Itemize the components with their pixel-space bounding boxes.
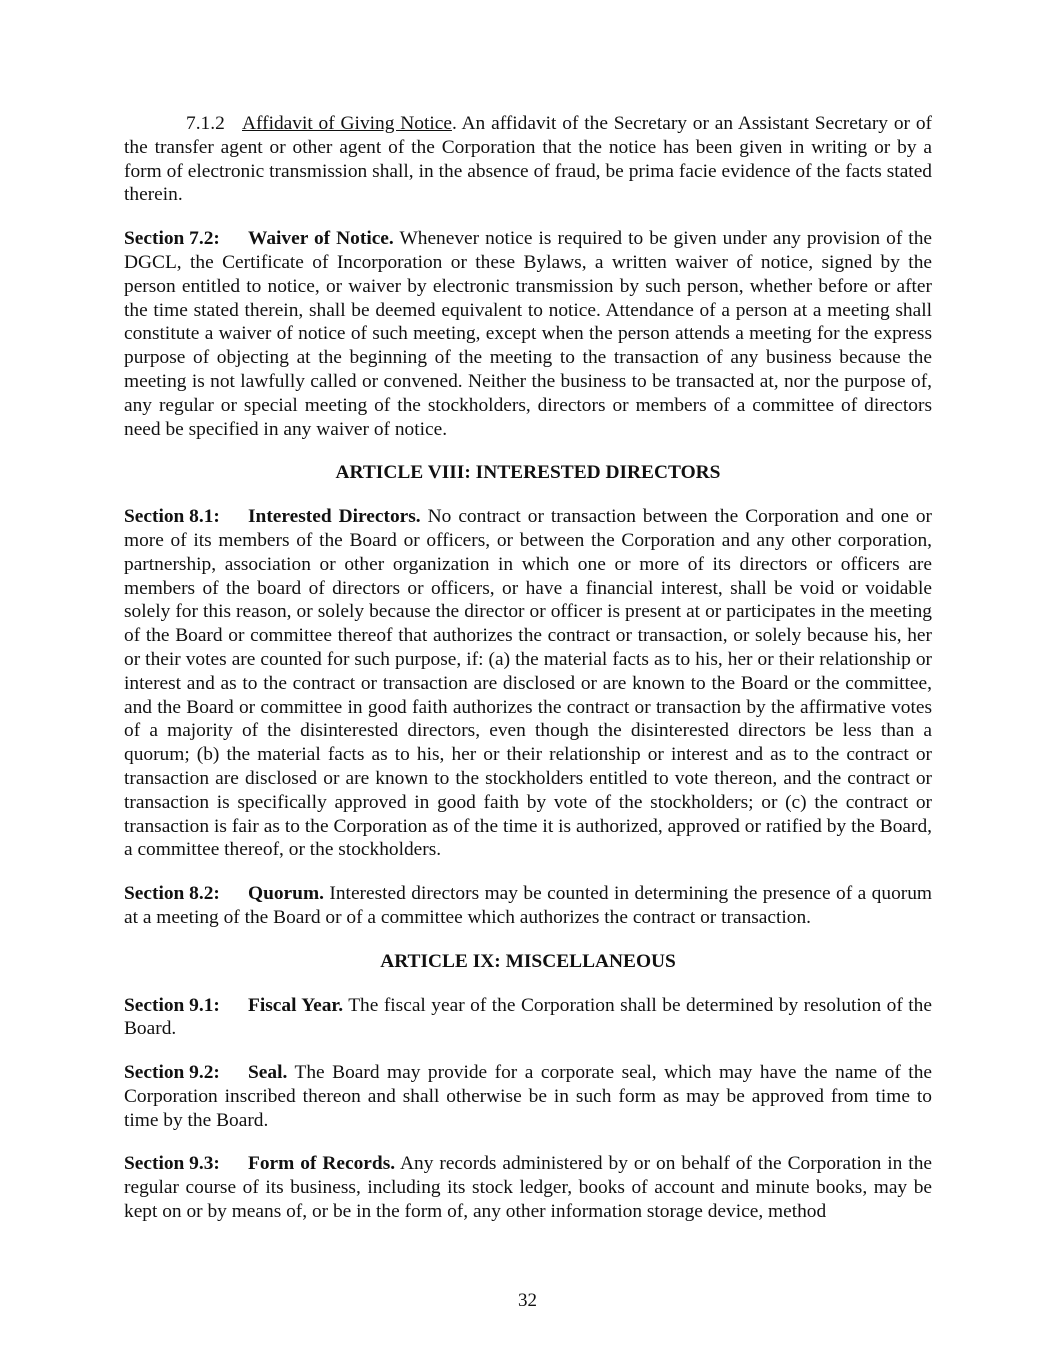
section-number: Section 9.1: <box>124 994 220 1016</box>
section-title: Quorum. <box>248 883 324 905</box>
section-body: The fiscal year of the Corporation shall be determined by resolution of the Board. <box>124 994 932 1040</box>
section-7-2 <box>124 227 932 441</box>
section-title: Form of Records. <box>248 1153 396 1175</box>
section-title: Waiver of Notice. <box>248 228 394 250</box>
section-number: Section 9.3: <box>124 1153 220 1175</box>
section-8-2 <box>124 882 932 930</box>
section-8-1 <box>124 505 932 862</box>
section-number: Section 9.2: <box>124 1062 220 1084</box>
section-9-3 <box>124 1152 932 1223</box>
article-8-heading: ARTICLE VIII: INTERESTED DIRECTORS <box>335 462 721 484</box>
paragraph-7-1-2 <box>124 112 932 207</box>
section-body: Any records administered by or on behalf of the Corporation in the regular course of its business, including its stock ledger, books of account and minute books, may be kept on or by means of, or be in the form of, any other information storage device, method <box>124 1153 932 1223</box>
section-number: Section 7.2: <box>124 228 220 250</box>
section-body: The Board may provide for a corporate seal, which may have the name of the Corporation inscribed thereon and shall otherwise be in such form as may be approved from time to time by the Board. <box>124 1062 932 1131</box>
section-body: No contract or transaction between the Corporation and one or more of its members of the Board or officers, or between the Corporation and any other corporation, partnership, association or other organization in which one or more of its directors or officers are members of the board of directors or officers, or have a financial interest, shall be void or voidable solely for this reason, or solely because the director or officer is present at or participates in the meeting of the Board or committee thereof that authorizes the contract or transaction, or solely because his, her or their votes are counted for such purpose, if: (a) the material facts as to his, her or their relationship or interest and as to the contract or transaction are disclosed or are known to the Board or the committee, and the Board or committee in good faith authorizes the contract or transaction by the affirmative votes of a majority of the disinterested directors, even though the disinterested directors be less than a quorum; (b) the material facts as to his, her or their relationship or interest and as to the contract or transaction are disclosed or are known to the stockholders entitled to vote thereon, and the contract or transaction is specifically approved in good faith by vote of the stockholders; or (c) the contract or transaction is fair as to the Corporation as of the time it is authorized, approved or ratified by the Board, a committee thereof, or the stockholders. <box>124 506 932 861</box>
section-title: Fiscal Year. <box>248 994 344 1016</box>
paragraph-number: 7.1.2 <box>186 113 225 134</box>
section-body: Whenever notice is required to be given under any provision of the DGCL, the Certificate of Incorporation or these Bylaws, a written waiver of notice, signed by the person entitled to notice, or waiver by electronic transmission by such person, whether before or after the time stated therein, shall be deemed equivalent to notice. Attendance of a person at a meeting shall constitute a waiver of notice of such meeting, except when the person attends a meeting for the express purpose of objecting at the beginning of the meeting to the transaction of any business because the meeting is not lawfully called or convened. Neither the business to be transacted at, nor the purpose of, any regular or special meeting of the stockholders, directors or members of a committee of directors need be specified in any waiver of notice. <box>124 228 933 440</box>
article-9-heading: ARTICLE IX: MISCELLANEOUS <box>380 950 676 972</box>
document-page <box>124 112 932 1244</box>
section-title: Interested Directors. <box>248 506 421 528</box>
paragraph-heading: Affidavit of Giving Notice <box>242 113 452 134</box>
section-body: Interested directors may be counted in determining the presence of a quorum at a meeting of the Board or of a committee which authorizes the contract or transaction. <box>124 883 932 928</box>
page-number: 32 <box>518 1290 537 1311</box>
section-9-1 <box>124 994 932 1042</box>
section-number: Section 8.1: <box>124 506 220 528</box>
section-title: Seal. <box>248 1062 288 1084</box>
section-9-2 <box>124 1061 932 1132</box>
section-number: Section 8.2: <box>124 883 220 905</box>
paragraph-body: . An affidavit of the Secretary or an Assistant Secretary or of the transfer agent or other agent of the Corporation that the notice has been given in writing or by a form of electronic transmission shall, in the absence of fraud, be prima facie evidence of the facts stated therein. <box>124 113 932 206</box>
